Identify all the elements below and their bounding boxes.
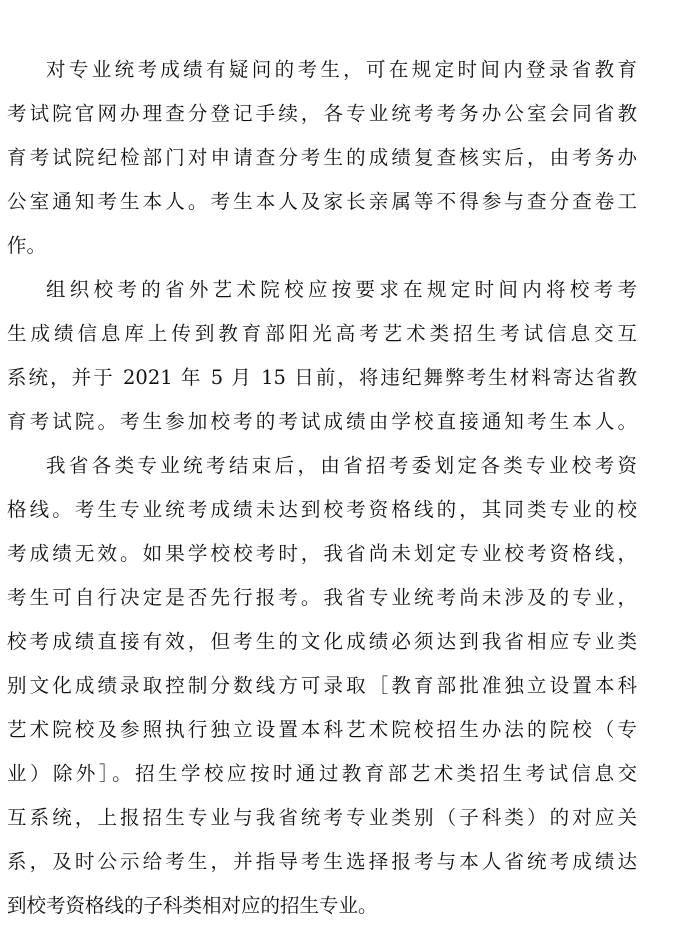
- text-line: 系统，并于 2021 年 5 月 15 日前，将违纪舞弊考生材料寄达省教: [7, 366, 637, 389]
- text-line: 校考成绩直接有效，但考生的文化成绩必须达到我省相应专业类: [7, 630, 637, 653]
- text-line: 互系统，上报招生专业与我省统考专业类别（子科类）的对应关: [7, 806, 637, 829]
- text-line: 育考试院。考生参加校考的考试成绩由学校直接通知考生本人。: [7, 410, 637, 433]
- text-line: 考成绩无效。如果学校校考时，我省尚未划定专业校考资格线，: [7, 542, 637, 565]
- text-line: 系，及时公示给考生，并指导考生选择报考与本人省统考成绩达: [7, 850, 637, 873]
- text-line: 艺术院校及参照执行独立设置本科艺术院校招生办法的院校（专: [7, 718, 637, 741]
- text-line: 格线。考生专业统考成绩未达到校考资格线的，其同类专业的校: [7, 498, 637, 521]
- text-line: 作。: [7, 234, 47, 257]
- text-line: 考生可自行决定是否先行报考。我省专业统考尚未涉及的专业，: [7, 586, 637, 609]
- text-line: 对专业统考成绩有疑问的考生，可在规定时间内登录省教育: [46, 58, 637, 81]
- text-line: 业）除外］。招生学校应按时通过教育部艺术类招生考试信息交: [7, 762, 637, 785]
- text-line: 育考试院纪检部门对申请查分考生的成绩复查核实后，由考务办: [7, 146, 637, 169]
- text-line: 到校考资格线的子科类相对应的招生专业。: [7, 894, 378, 917]
- text-line: 我省各类专业统考结束后，由省招考委划定各类专业校考资: [46, 454, 637, 477]
- text-line: 别文化成绩录取控制分数线方可录取［教育部批准独立设置本科: [7, 674, 637, 697]
- text-line: 公室通知考生本人。考生本人及家长亲属等不得参与查分查卷工: [7, 190, 637, 213]
- text-line: 组织校考的省外艺术院校应按要求在规定时间内将校考考: [46, 278, 637, 301]
- text-line: 生成绩信息库上传到教育部阳光高考艺术类招生考试信息交互: [7, 322, 637, 345]
- text-line: 考试院官网办理查分登记手续，各专业统考考务办公室会同省教: [7, 102, 637, 125]
